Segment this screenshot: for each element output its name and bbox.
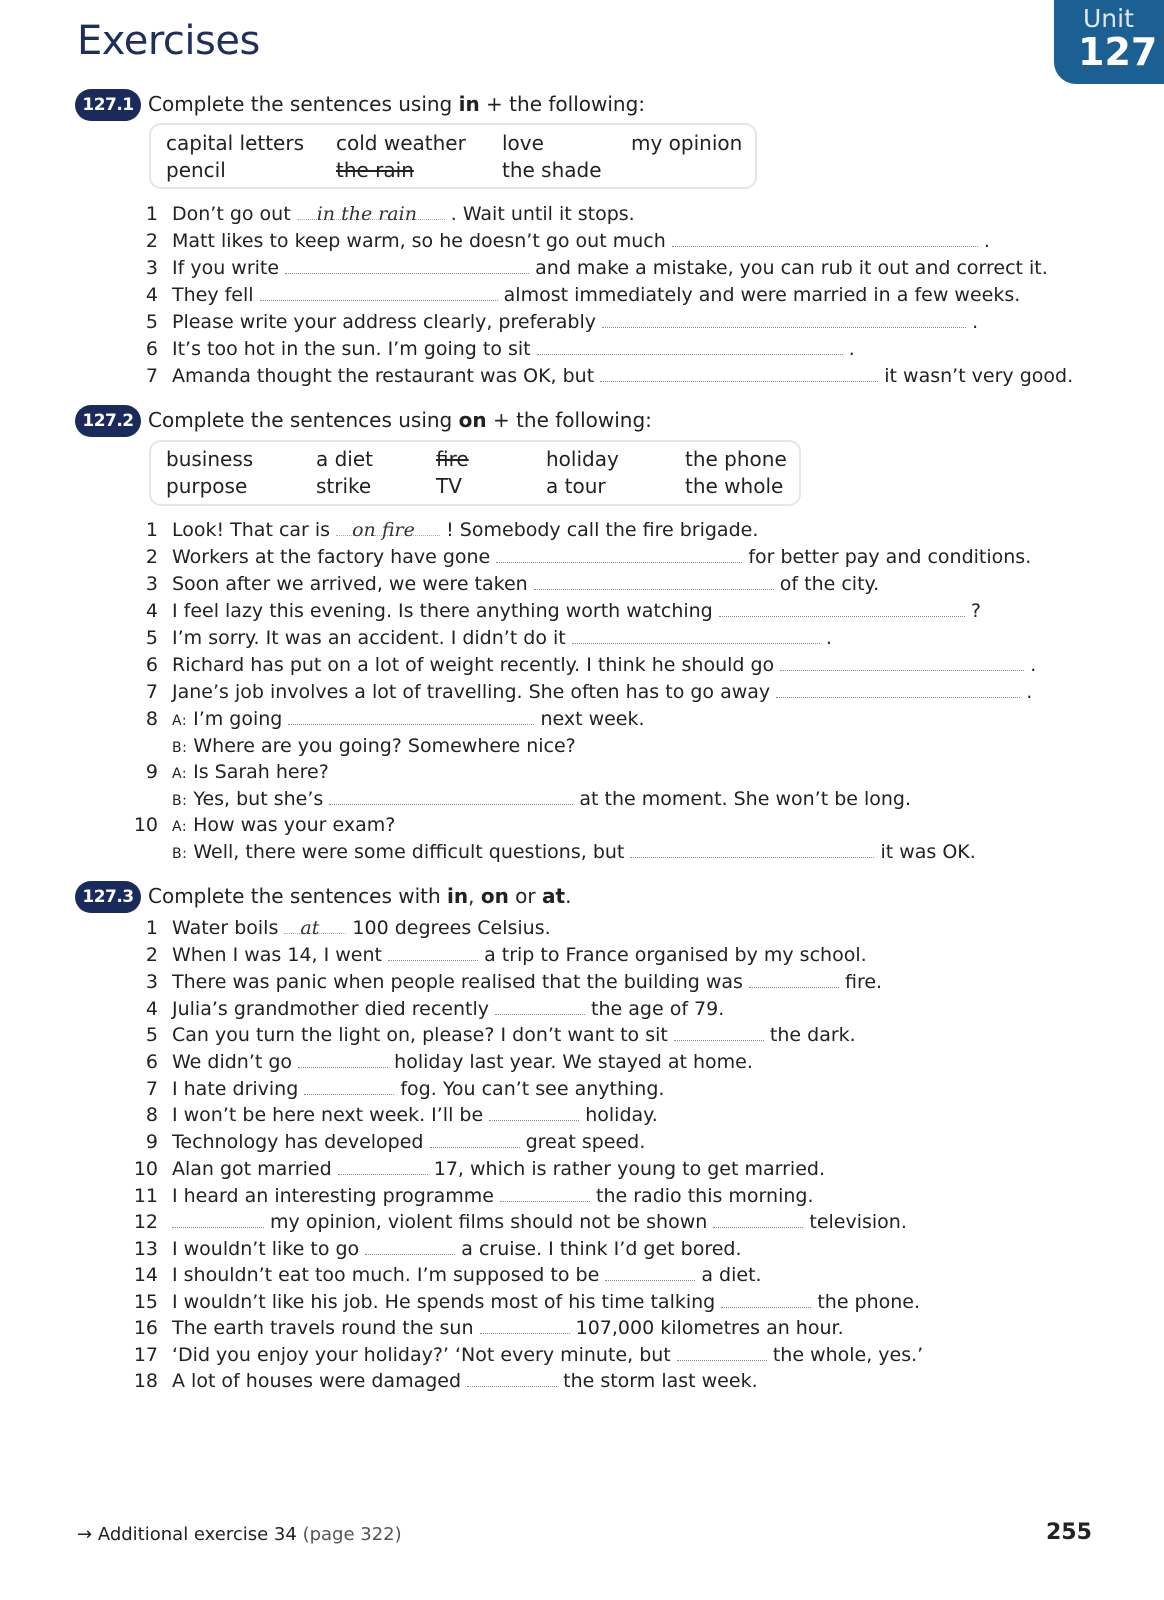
word-option-used: fire [436, 447, 469, 471]
item-number: 15 [133, 1291, 158, 1313]
example-answer: on fire [352, 519, 415, 541]
word-option-used: the rain [336, 158, 414, 182]
exercise-instruction: Complete the sentences with in, on or at. [148, 884, 572, 908]
exercise-sentence: ‘Did you enjoy your holiday?’ ‘Not every minute, but the whole, yes.’ [172, 1344, 924, 1366]
exercise-sentence: Jane’s job involves a lot of travelling. She often has to go away . [172, 681, 1033, 703]
answer-blank[interactable] [496, 546, 742, 563]
item-number: 12 [133, 1211, 158, 1233]
answer-blank[interactable] [500, 1185, 590, 1202]
item-number: 1 [145, 519, 158, 541]
speaker-label: B: [172, 793, 188, 809]
exercise-sentence: I wouldn’t like to go a cruise. I think I’d get bored. [172, 1238, 742, 1260]
page-title: Exercises [77, 18, 260, 64]
exercise-instruction: Complete the sentences using on + the following: [148, 408, 652, 432]
item-number: 7 [145, 681, 158, 703]
exercise-sentence: It’s too hot in the sun. I’m going to sit . [172, 338, 855, 360]
exercise-instruction: Complete the sentences using in + the following: [148, 92, 646, 116]
dialogue-line: A: Is Sarah here? [172, 761, 329, 783]
exercise-sentence: Technology has developed great speed. [172, 1131, 646, 1153]
exercise-sentence: They fell almost immediately and were married in a few weeks. [172, 284, 1021, 306]
word-option: strike [316, 474, 372, 498]
exercise-sentence: I’m sorry. It was an accident. I didn’t do it . [172, 627, 832, 649]
answer-blank[interactable] [537, 338, 843, 355]
exercise-sentence: I shouldn’t eat too much. I’m supposed to be a diet. [172, 1264, 762, 1286]
additional-exercise-link[interactable]: → Additional exercise 34 (page 322) [77, 1524, 402, 1545]
word-option: capital letters [166, 131, 305, 155]
answer-blank[interactable] [430, 1131, 520, 1148]
word-option: pencil [166, 158, 226, 182]
item-number: 18 [133, 1370, 158, 1392]
answer-blank[interactable] [336, 519, 440, 541]
exercise-sentence: I feel lazy this evening. Is there anything worth watching ? [172, 600, 981, 622]
word-option: the phone [685, 447, 787, 471]
item-number: 13 [133, 1238, 158, 1260]
word-option: cold weather [336, 131, 466, 155]
answer-blank[interactable] [602, 311, 966, 328]
word-option: holiday [546, 447, 619, 471]
answer-blank[interactable] [298, 1051, 388, 1068]
exercise-sentence: Alan got married 17, which is rather young to get married. [172, 1158, 825, 1180]
answer-blank[interactable] [572, 627, 820, 644]
answer-blank[interactable] [297, 203, 445, 225]
item-number: 2 [145, 546, 158, 568]
word-option: my opinion [631, 131, 743, 155]
exercise-sentence: Julia’s grandmother died recently the age of 79. [172, 998, 725, 1020]
dialogue-line: B: Where are you going? Somewhere nice? [172, 735, 576, 757]
answer-blank[interactable] [284, 917, 346, 939]
item-number: 9 [145, 761, 158, 783]
unit-label: Unit [1083, 4, 1134, 33]
answer-blank[interactable] [285, 257, 529, 274]
answer-blank[interactable] [749, 971, 839, 988]
item-number: 6 [145, 338, 158, 360]
item-number: 5 [145, 311, 158, 333]
answer-blank[interactable] [630, 841, 874, 858]
example-answer: at [300, 917, 320, 939]
word-option: the whole [685, 474, 784, 498]
answer-blank[interactable] [304, 1078, 394, 1095]
exercise-sentence: The earth travels round the sun 107,000 kilometres an hour. [172, 1317, 844, 1339]
item-number: 2 [145, 230, 158, 252]
answer-blank[interactable] [338, 1158, 428, 1175]
exercise-sentence: Can you turn the light on, please? I don’t want to sit the dark. [172, 1024, 856, 1046]
word-option: a diet [316, 447, 374, 471]
item-number: 10 [133, 1158, 158, 1180]
item-number: 10 [133, 814, 158, 836]
dialogue-line: A: How was your exam? [172, 814, 396, 836]
item-number: 16 [133, 1317, 158, 1339]
exercise-sentence: Matt likes to keep warm, so he doesn’t go out much . [172, 230, 990, 252]
arrow-right-icon: → [77, 1524, 93, 1545]
word-option: purpose [166, 474, 248, 498]
exercise-sentence: There was panic when people realised that the building was fire. [172, 971, 883, 993]
answer-blank[interactable] [388, 944, 478, 961]
exercise-sentence: I hate driving fog. You can’t see anything. [172, 1078, 665, 1100]
word-option: business [166, 447, 254, 471]
answer-blank[interactable] [721, 1291, 811, 1308]
exercise-sentence: Look! That car is on fire ! Somebody call the fire brigade. [172, 519, 759, 541]
answer-blank[interactable] [719, 600, 965, 617]
exercise-sentence: Water boils at 100 degrees Celsius. [172, 917, 551, 939]
answer-blank[interactable] [674, 1024, 764, 1041]
word-option: TV [436, 474, 462, 498]
answer-blank[interactable] [467, 1370, 557, 1387]
item-number: 1 [145, 203, 158, 225]
exercise-sentence: When I was 14, I went a trip to France organised by my school. [172, 944, 867, 966]
speaker-label: B: [172, 846, 188, 862]
item-number: 14 [133, 1264, 158, 1286]
exercise-badge-127-3: 127.3 [75, 881, 141, 913]
item-number: 1 [145, 917, 158, 939]
item-number: 4 [145, 600, 158, 622]
exercise-badge-127-1: 127.1 [75, 89, 141, 121]
item-number: 17 [133, 1344, 158, 1366]
exercise-sentence: Workers at the factory have gone for better pay and conditions. [172, 546, 1032, 568]
page-number: 255 [1046, 1520, 1092, 1545]
item-number: 8 [145, 1104, 158, 1126]
answer-blank[interactable] [600, 365, 878, 382]
answer-blank[interactable] [260, 284, 498, 301]
item-number: 6 [145, 1051, 158, 1073]
exercise-sentence: If you write and make a mistake, you can rub it out and correct it. [172, 257, 1048, 279]
speaker-label: A: [172, 713, 188, 729]
item-number: 7 [145, 365, 158, 387]
answer-blank[interactable] [329, 788, 573, 805]
dialogue-line: B: Yes, but she’s at the moment. She won’t be long. [172, 788, 912, 810]
speaker-label: A: [172, 766, 188, 782]
exercise-sentence: I wouldn’t like his job. He spends most of his time talking the phone. [172, 1291, 921, 1313]
answer-blank[interactable] [288, 708, 534, 725]
speaker-label: B: [172, 740, 188, 756]
answer-blank[interactable] [480, 1317, 570, 1334]
answer-blank[interactable] [713, 1211, 803, 1228]
item-number: 5 [145, 627, 158, 649]
item-number: 4 [145, 284, 158, 306]
exercise-sentence: my opinion, violent films should not be shown television. [172, 1211, 907, 1233]
item-number: 8 [145, 708, 158, 730]
answer-blank[interactable] [365, 1238, 455, 1255]
exercise-sentence: I heard an interesting programme the radio this morning. [172, 1185, 814, 1207]
item-number: 3 [145, 573, 158, 595]
example-answer: in the rain [316, 203, 417, 225]
item-number: 6 [145, 654, 158, 676]
exercise-sentence: Soon after we arrived, we were taken of the city. [172, 573, 880, 595]
word-option: a tour [546, 474, 606, 498]
item-number: 9 [145, 1131, 158, 1153]
item-number: 11 [133, 1185, 158, 1207]
answer-blank[interactable] [605, 1264, 695, 1281]
answer-blank[interactable] [776, 681, 1020, 698]
dialogue-line: A: I’m going next week. [172, 708, 645, 730]
item-number: 3 [145, 971, 158, 993]
exercise-sentence: We didn’t go holiday last year. We stayed at home. [172, 1051, 753, 1073]
item-number: 5 [145, 1024, 158, 1046]
answer-blank[interactable] [495, 998, 585, 1015]
answer-blank[interactable] [172, 1211, 264, 1228]
answer-blank[interactable] [489, 1104, 579, 1121]
word-option: the shade [502, 158, 602, 182]
item-number: 2 [145, 944, 158, 966]
unit-number: 127 [1078, 30, 1158, 74]
item-number: 7 [145, 1078, 158, 1100]
answer-blank[interactable] [677, 1344, 767, 1361]
answer-blank[interactable] [672, 230, 978, 247]
exercise-sentence: I won’t be here next week. I’ll be holiday. [172, 1104, 658, 1126]
exercise-sentence: Don’t go out in the rain . Wait until it stops. [172, 203, 635, 225]
speaker-label: A: [172, 819, 188, 835]
exercise-sentence: Richard has put on a lot of weight recently. I think he should go . [172, 654, 1037, 676]
answer-blank[interactable] [534, 573, 774, 590]
exercise-sentence: Please write your address clearly, preferably . [172, 311, 979, 333]
answer-blank[interactable] [780, 654, 1024, 671]
exercise-sentence: Amanda thought the restaurant was OK, but it wasn’t very good. [172, 365, 1074, 387]
item-number: 4 [145, 998, 158, 1020]
item-number: 3 [145, 257, 158, 279]
exercise-sentence: A lot of houses were damaged the storm last week. [172, 1370, 758, 1392]
exercise-badge-127-2: 127.2 [75, 405, 141, 437]
word-option: love [502, 131, 544, 155]
dialogue-line: B: Well, there were some difficult questions, but it was OK. [172, 841, 976, 863]
